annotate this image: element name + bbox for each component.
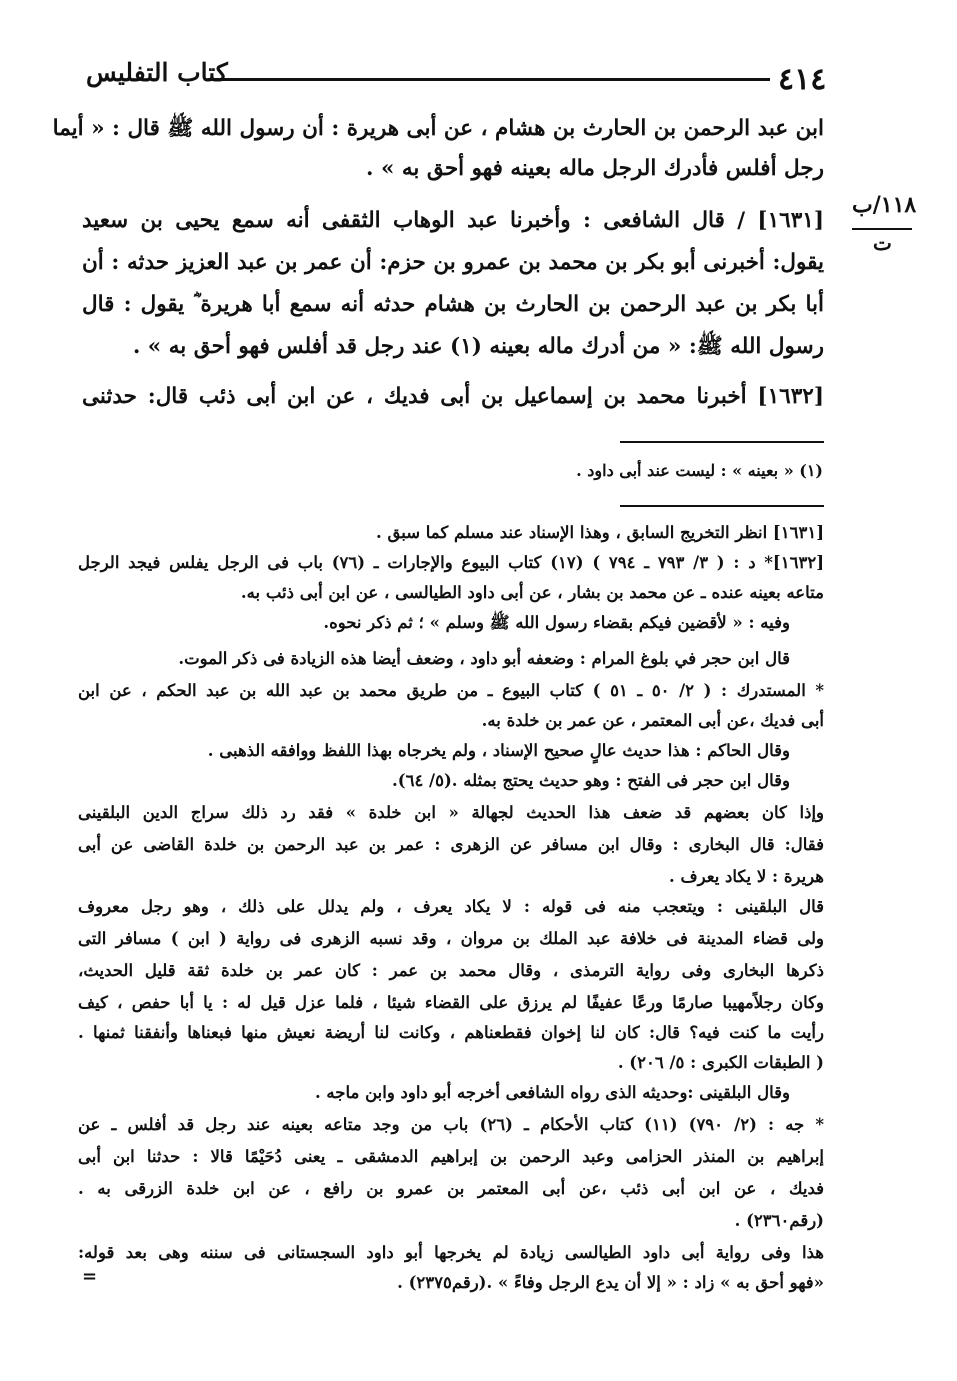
main-text-line: رجل أفلس فأدرك الرجل ماله بعينه فهو أحق به » .: [366, 156, 824, 181]
page-number: ٤١٤: [778, 62, 827, 97]
note-line: ذكرها البخارى وفى رواية الترمذى ، وقال محمد بن عمر : كان عمر بن خلدة ثقة قليل الحديث،: [78, 961, 824, 980]
margin-folio: ١١٨/ب: [852, 192, 917, 218]
main-text-line: رسول الله ﷺ: « من أدرك ماله بعينه (١) عند رجل قد أفلس فهو أحق به » .: [132, 334, 824, 359]
note-line: فقال: قال البخارى : وقال ابن مسافر عن الزهرى : عمر بن عبد الرحمن بن خلدة القاضى عن أبى: [78, 835, 824, 854]
note-line: وكان رجلاًمهيبا صارمًا ورعًا عفيفًا لم يرزق على القضاء شيئا ، فلما عزل قيل له : يا أبا حفص ، كيف: [78, 993, 824, 1012]
margin-siglum: ت: [873, 231, 892, 255]
note-line: هذا وفى رواية أبى داود الطيالسى زيادة لم يخرجها أبو داود السجستانى فى سننه وهى بعد قوله:: [78, 1243, 824, 1262]
note-line: قال ابن حجر في بلوغ المرام : وضعفه أبو داود ، وضعف أيضا هذه الزيادة فى ذكر الموت.: [178, 649, 790, 668]
continuation-mark: =: [82, 1266, 98, 1287]
note-line: ولى قضاء المدينة فى خلافة عبد الملك بن مروان ، وقد نسبه الزهرى فى رواية ( ابن ) مسافر التى: [78, 929, 824, 948]
main-text-line: [١٦٣٢] أخبرنا محمد بن إسماعيل بن أبى فديك ، عن ابن أبى ذئب قال: حدثنى: [82, 384, 824, 409]
note-line: ( الطبقات الكبرى : ٥/ ٢٠٦) .: [617, 1053, 824, 1072]
note-line: إبراهيم بن المنذر الحزامى وعبد الرحمن بن إبراهيم الدمشقى ـ يعنى دُحَيْمًا قالا : حدثنا ابن أبى: [78, 1147, 824, 1166]
note-line: وقال ابن حجر فى الفتح : وهو حديث يحتج بمثله .(٥/ ٦٤).: [392, 771, 790, 790]
main-text-line: يقول: أخبرنى أبو بكر بن محمد بن عمرو بن حزم: أن عمر بن عبد العزيز حدثه : أن: [82, 250, 824, 275]
note-line: وفيه : « لأقضين فيكم بقضاء رسول الله ﷺ وسلم » ؛ ثم ذكر نحوه.: [323, 613, 790, 632]
header-rule: [208, 78, 770, 81]
book-title: كتاب التفليس: [86, 58, 228, 87]
note-line: وقال الحاكم : هذا حديث عالٍ صحيح الإسناد ، ولم يخرجاه بهذا اللفظ ووافقه الذهبى .: [207, 741, 790, 760]
notes-rule: [620, 505, 824, 507]
note-line: (رقم٢٣٦٠) .: [734, 1211, 824, 1230]
note-line: هريرة : لا يكاد يعرف .: [669, 867, 824, 886]
main-text-line: ابن عبد الرحمن بن الحارث بن هشام ، عن أبى هريرة : أن رسول الله ﷺ قال : « أيما: [52, 116, 824, 141]
note-line: [١٦٣١] انظر التخريج السابق ، وهذا الإسناد عند مسلم كما سبق .: [375, 523, 824, 542]
note-line: فديك ، عن ابن أبى ذئب ،عن أبى المعتمر بن عمرو بن رافع ، عن ابن خلدة الزرقى به .: [78, 1179, 824, 1198]
note-line: * جه : (٢/ ٧٩٠) (١١) كتاب الأحكام ـ (٢٦) باب من وجد متاعه بعينه عند رجل قد أفلس ـ عن: [78, 1115, 824, 1134]
footnote-rule: [620, 441, 824, 443]
note-line: أبى فديك ،عن أبى المعتمر ، عن عمر بن خلدة به.: [481, 711, 824, 730]
main-text-line: [١٦٣١] / قال الشافعى : وأخبرنا عبد الوهاب الثقفى أنه سمع يحيى بن سعيد: [82, 208, 824, 233]
note-line: [١٦٣٢]* د : ( ٣/ ٧٩٣ ـ ٧٩٤ ) (١٧) كتاب البيوع والإجارات ـ (٧٦) باب فى الرجل يفلس فيجد الرجل: [78, 553, 824, 572]
note-line: وقال البلقينى :وحديثه الذى رواه الشافعى أخرجه أبو داود وابن ماجه .: [314, 1083, 790, 1102]
note-line: «فهو أحق به » زاد : « إلا أن يدع الرجل وفاءً » .(رقم٢٣٧٥) .: [397, 1273, 824, 1292]
margin-rule: [852, 228, 912, 230]
note-line: قال البلقينى : ويتعجب منه فى قوله : لا يكاد يعرف ، ولم يدلل على ذلك ، وهو رجل معروف: [78, 897, 824, 916]
note-line: وإذا كان بعضهم قد ضعف هذا الحديث لجهالة « ابن خلدة » فقد رد ذلك سراج الدين البلقينى: [78, 803, 824, 822]
note-line: * المستدرك : ( ٢/ ٥٠ ـ ٥١ ) كتاب البيوع ـ من طريق محمد بن عبد الله بن عبد الحكم ، عن ابن: [78, 681, 824, 700]
note-line: رأيت ما كنت فيه؟ قال: كان لنا إخوان فقطعناهم ، وكانت لنا أريضة نعيش منها فبعناها وأنفقنا ثمنها .: [78, 1023, 824, 1042]
footnote: (١) « بعينه » : ليست عند أبى داود .: [576, 461, 823, 480]
main-text-line: أبا بكر بن عبد الرحمن بن الحارث بن هشام حدثه أنه سمع أبا هريرة ؓ يقول : قال: [82, 292, 824, 317]
note-line: متاعه بعينه عنده ـ عن محمد بن بشار ، عن أبى داود الطيالسى ، عن ابن أبى ذئب به.: [240, 583, 824, 602]
